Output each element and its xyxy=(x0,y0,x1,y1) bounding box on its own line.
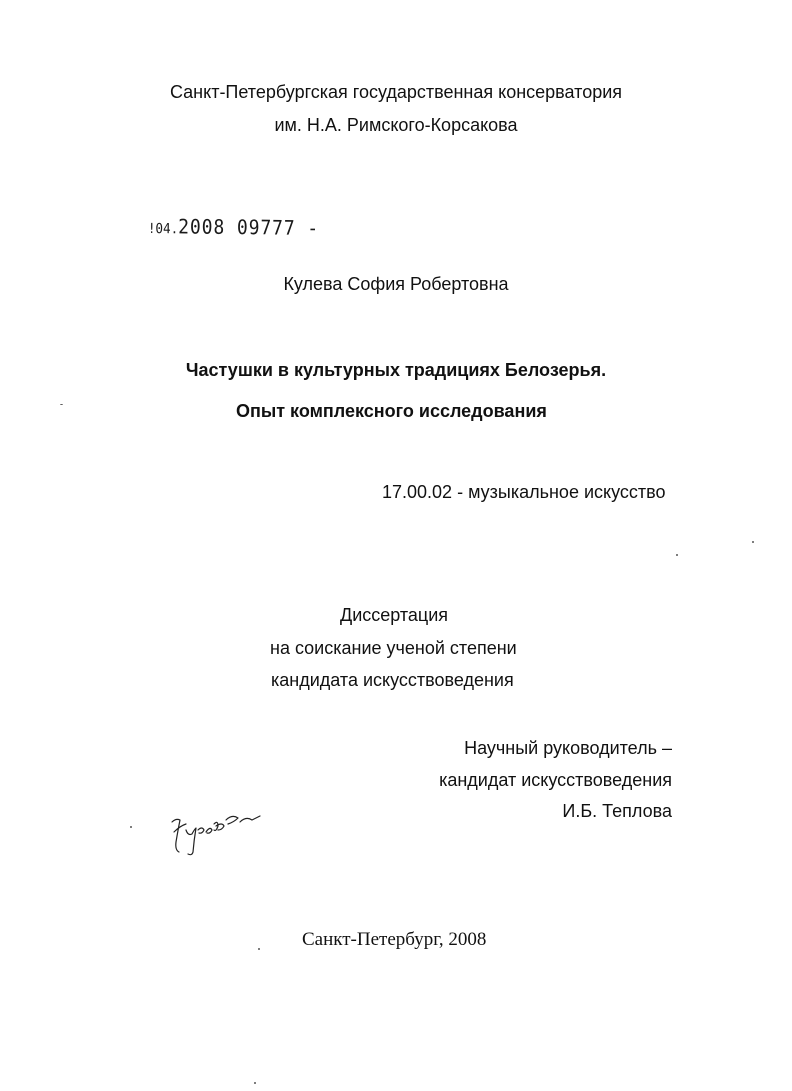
scan-speck xyxy=(752,541,754,543)
registration-number: 2008 09777 - xyxy=(178,214,320,240)
degree-line-1: Диссертация xyxy=(340,605,449,625)
institution-named-after: им. Н.А. Римского-Корсакова xyxy=(274,115,518,135)
supervisor-role: Научный руководитель – xyxy=(464,738,672,758)
dissertation-title-line-1: Частушки в культурных традициях Белозерья. xyxy=(185,360,607,380)
scan-speck xyxy=(258,948,260,950)
degree-line-3: кандидата искусствоведения xyxy=(271,670,514,690)
supervisor-name: И.Б. Теплова xyxy=(562,801,672,821)
scan-speck xyxy=(60,404,63,405)
supervisor-title: кандидат искусствоведения xyxy=(439,770,672,790)
author-signature xyxy=(166,800,266,860)
scan-speck xyxy=(676,554,678,556)
dissertation-title-line-2: Опыт комплексного исследования xyxy=(236,401,547,421)
degree-line-2: на соискание ученой степени xyxy=(270,638,517,658)
scan-speck xyxy=(254,1082,256,1084)
registration-prefix: !04. xyxy=(147,220,179,238)
scan-speck xyxy=(130,826,132,828)
author-name: Кулева София Робертовна xyxy=(283,274,509,294)
registration-stamp xyxy=(148,214,319,240)
place-and-year: Санкт-Петербург, 2008 xyxy=(302,929,487,950)
specialty-code: 17.00.02 - музыкальное искусство xyxy=(382,482,666,502)
institution-name: Санкт-Петербургская государственная консерватория xyxy=(169,82,623,102)
